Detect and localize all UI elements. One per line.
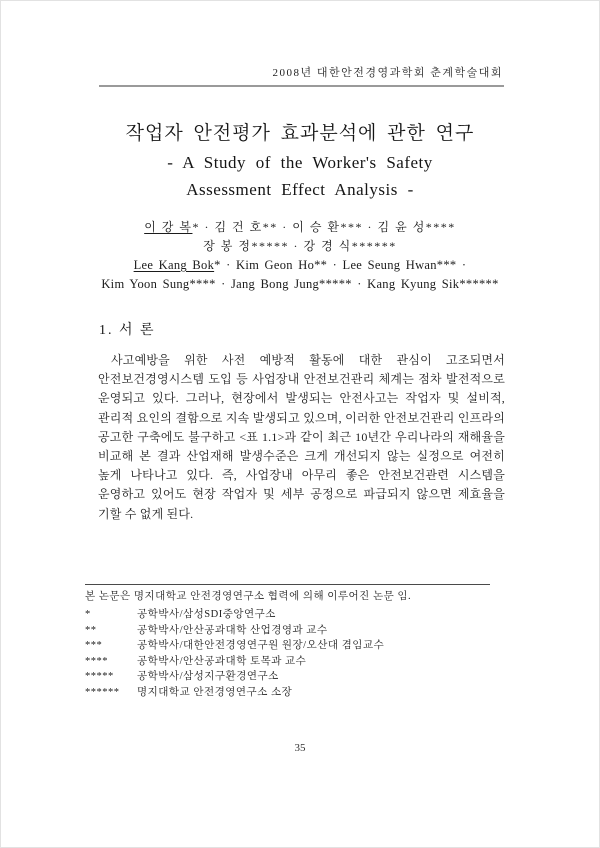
- first-author-english: Lee Kang Bok: [133, 258, 215, 272]
- authors-english-line1-rest: * · Kim Geon Ho** · Lee Seung Hwan*** ·: [214, 258, 467, 272]
- title-block: [1, 119, 599, 203]
- footnote-text: 공학박사/안산공과대학 토목과 교수: [137, 655, 307, 667]
- footnote-acknowledgement: 본 논문은 명지대학교 안전경영연구소 협력에 의해 이루어진 논문 임.: [85, 591, 412, 602]
- footnote-text: 공학박사/대한안전경영연구원 원장/오산대 겸임교수: [137, 640, 385, 651]
- footnote-item: [85, 607, 490, 623]
- page-number: 35: [294, 742, 306, 754]
- header-divider-rule: [99, 85, 504, 87]
- footnote-marker: *****: [85, 671, 114, 682]
- footnote-item: [85, 654, 490, 670]
- footnote-text: 공학박사/삼성지구환경연구소: [137, 671, 279, 682]
- section-1-paragraph: 사고예방을 위한 사전 예방적 활동에 대한 관심이 고조되면서 안전보건경영시스템 도입 등 사업장내 안전보건관리 체계는 점차 발전적으로 운영되고 있다. 그러나, 현장에서 발생되는 안전사고는 작업자 및 설비적, 관리적 요인의 결함으로 지속 발생되고 있으며, 이러한 안전보건관리 인프라의 공고한 구축에도 불구하고 <표 1.1>과 같이 최근 10년간 우리나라의 재해율을 비교해 본 결과 산업재해 발생수준은 크게 개선되지 않는 실정으로 여전히 높게 나타나고 있다. 즉, 사업장내 아무리 좋은 안전보건관련 시스템을 운영하고 있어도 현장 작업자 및 세부 공정으로 파급되지 않으면 제효율을 기할 수 없게 된다.: [98, 353, 505, 521]
- authors-korean-line1-rest: * · 김 건 호** · 이 승 환*** · 김 윤 성****: [192, 220, 456, 234]
- authors-english-line2: Kim Yoon Sung**** · Jang Bong Jung***** · Kang Kyung Sik******: [101, 276, 499, 291]
- paper-title-english-line2: Assessment Effect Analysis -: [186, 180, 414, 199]
- footnote-text: 명지대학교 안전경영연구소 소장: [137, 686, 293, 698]
- footnote-item: [85, 685, 490, 701]
- authors-korean-line2: 장 봉 정***** · 강 경 식******: [203, 239, 397, 253]
- footnote-block: [85, 584, 490, 700]
- footnote-item: [85, 638, 490, 654]
- footnote-marker: ******: [85, 686, 120, 698]
- authors-korean-line1: [1, 218, 599, 237]
- section-1-heading: 1. 서 론: [99, 323, 156, 338]
- footnote-item: [85, 669, 490, 685]
- footnote-marker: *: [85, 609, 91, 620]
- footnote-text: 공학박사/삼성SDI중앙연구소: [137, 609, 276, 620]
- footnote-text: 공학박사/안산공과대학 산업경영과 교수: [137, 624, 328, 636]
- first-author-korean: 이 강 복: [144, 220, 193, 234]
- footnote-divider-rule: [85, 584, 490, 585]
- authors-english-line1: [1, 256, 599, 275]
- footnote-marker: ****: [85, 655, 108, 667]
- footnote-marker: **: [85, 624, 97, 636]
- paper-title-korean: 작업자 안전평가 효과분석에 관한 연구: [125, 123, 475, 144]
- author-block: [1, 218, 599, 293]
- header-conference-title: 2008년 대한안전경영과학회 춘계학술대회: [272, 67, 503, 79]
- footnote-marker: ***: [85, 640, 103, 651]
- paper-title-english-line1: - A Study of the Worker's Safety: [167, 153, 433, 172]
- footnote-item: [85, 623, 490, 639]
